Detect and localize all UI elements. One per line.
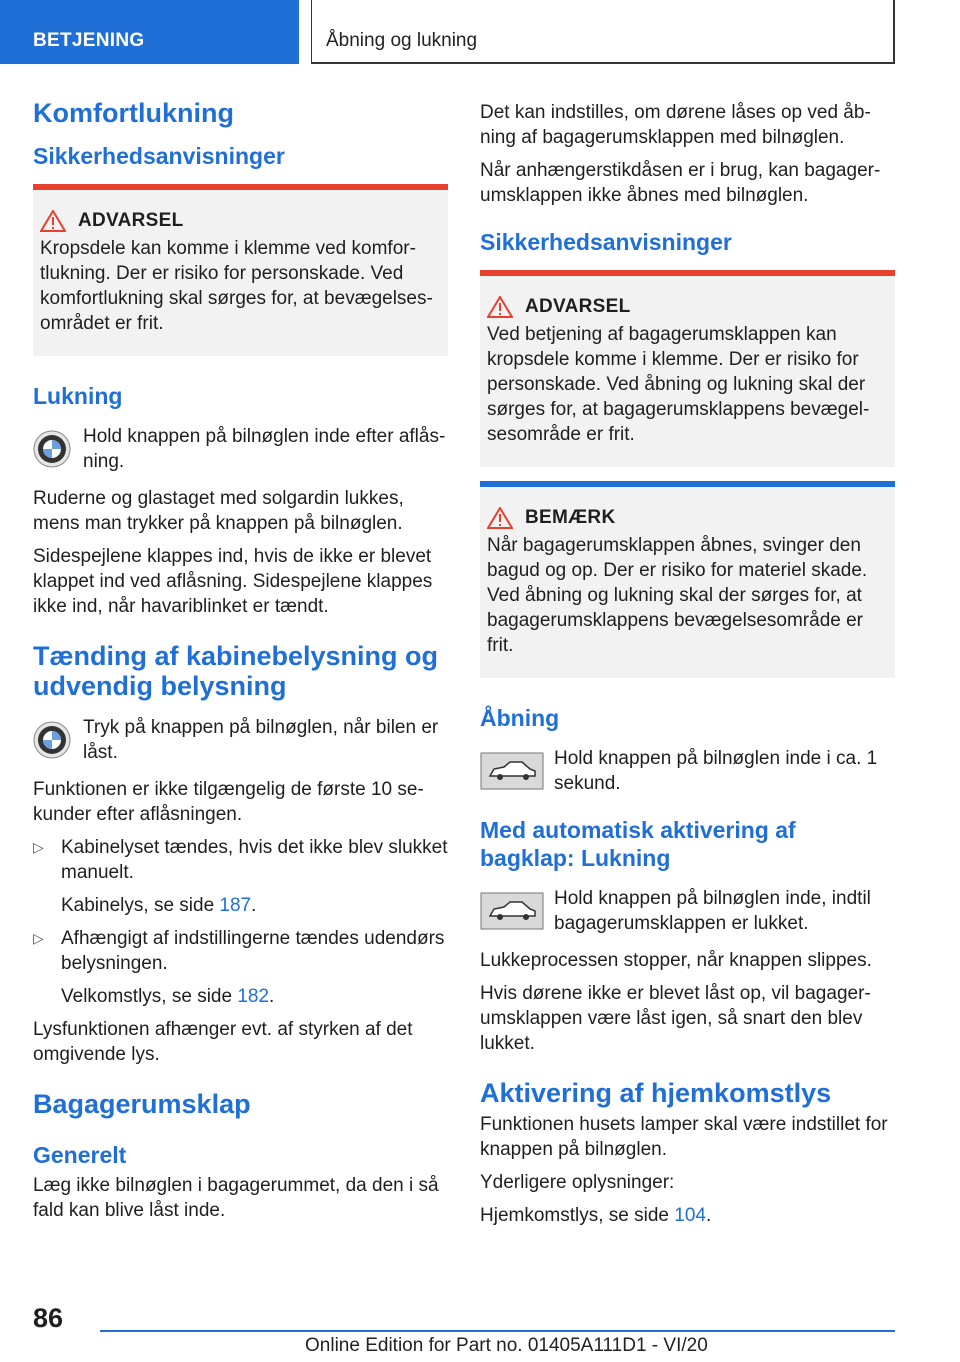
trunk-key-button-icon [480, 752, 544, 790]
triangle-bullet-icon: ▷ [33, 839, 44, 855]
warning-triangle-icon [40, 210, 66, 232]
header-section-label: BETJENING [33, 30, 145, 51]
cross-reference: Kabinelys, se side 187. [61, 895, 257, 916]
footer-divider [100, 1330, 895, 1332]
heading-homecoming: Aktivering af hjemkomstlys [480, 1078, 832, 1108]
instruction-text: Hold knappen på bilnøglen inde i ca. 1 sekund. [554, 748, 878, 794]
key-instruction-auto [480, 886, 895, 936]
paragraph: Yderligere oplysninger: [480, 1172, 675, 1193]
heading-safety-2: Sikkerhedsanvisninger [480, 229, 732, 255]
paragraph: Det kan indstilles, om dørene låses op ved åbning af bagagerumsklappen med bilnøglen. [480, 102, 871, 148]
header-section-tab [0, 0, 299, 64]
heading-lukning: Lukning [33, 383, 123, 409]
paragraph: Funktionen er ikke tilgængelig de første 10 sekunder efter aflåsningen. [33, 779, 424, 825]
key-instruction-open [480, 746, 895, 796]
cross-reference: Velkomstlys, se side 182. [61, 986, 275, 1007]
note-text: Når bagagerumsklappen åbnes, svinger den bagud og op. Der er risiko for materiel skade. Ved åbning og lukning skal der sørges for, at bagagerumsklappens bevægelsesområde er frit. [487, 535, 868, 656]
footer-edition: Online Edition for Part no. 01405A111D1 - VI/20 [305, 1335, 708, 1356]
list-item: ▷ Afhængigt af indstillingerne tændes udendørs belysningen. [33, 928, 445, 974]
instruction-text: Hold knappen på bilnøglen inde, indtil bagagerumsklappen er lukket. [554, 888, 871, 934]
paragraph: Sidespejlene klappes ind, hvis de ikke er blevet klappet ind ved aflåsning. Sidespejlene klappes ikke ind, når havariblinket er tændt. [33, 546, 433, 617]
heading-safety-1: Sikkerhedsanvisninger [33, 143, 285, 169]
key-instruction-lukning [33, 424, 448, 474]
heading-auto-close: Med automatisk aktivering af bagklap: Lukning [480, 817, 796, 871]
note-box [480, 481, 895, 678]
right-column [480, 100, 895, 1236]
notice-triangle-icon [487, 507, 513, 529]
paragraph: Læg ikke bilnøglen i bagagerummet, da den i så fald kan blive låst inde. [33, 1175, 439, 1221]
heading-aabning: Åbning [480, 705, 560, 731]
warning-box-2 [480, 270, 895, 467]
paragraph: Lysfunktionen afhænger evt. af styrken af det omgivende lys. [33, 1019, 413, 1065]
key-instruction-lighting [33, 715, 448, 765]
page-link-104[interactable]: 104 [674, 1205, 706, 1226]
paragraph: Funktionen husets lamper skal være indstillet for knappen på bilnøglen. [480, 1114, 888, 1160]
heading-generelt: Generelt [33, 1142, 127, 1168]
instruction-text: Hold knappen på bilnøglen inde efter aflåsning. [83, 426, 446, 472]
heading-komfortlukning: Komfortlukning [33, 98, 234, 128]
cross-reference: Hjemkomstlys, se side 104. [480, 1205, 712, 1226]
warning-box-1 [33, 184, 448, 356]
page-number: 86 [33, 1303, 64, 1333]
paragraph: Lukkeprocessen stopper, når knappen slippes. [480, 950, 872, 971]
list-item: ▷ Kabinelyset tændes, hvis det ikke blev slukket manuelt. [33, 837, 448, 883]
triangle-bullet-icon: ▷ [33, 930, 44, 946]
paragraph: Hvis dørene ikke er blevet låst op, vil bagagerumsklappen være låst igen, så snart den blev lukket. [480, 983, 871, 1054]
warning-text: Ved betjening af bagagerumsklappen kan kropsdele komme i klemme. Der er risiko for personskade. Ved åbning og lukning skal der sørges for, at bagagerumsklappens bevægelsesområde er frit. [487, 324, 870, 445]
trunk-key-button-icon [480, 892, 544, 930]
paragraph: Når anhængerstikdåsen er i brug, kan bagagerumsklappen ikke åbnes med bilnøglen. [480, 160, 881, 206]
warning-triangle-icon [487, 296, 513, 318]
warning-text: Kropsdele kan komme i klemme ved komfortlukning. Der er risiko for personskade. Ved komfortlukning skal sørges for, at bevægelsesområdet er frit. [40, 238, 433, 334]
instruction-text: Tryk på knappen på bilnøglen, når bilen er låst. [83, 717, 439, 763]
bmw-key-button-icon [33, 721, 71, 759]
header-chapter-box [311, 0, 895, 64]
heading-lighting: Tænding af kabinebelysning og udvendig belysning [33, 641, 439, 701]
paragraph: Ruderne og glastaget med solgardin lukkes, mens man trykker på knappen på bilnøglen. [33, 488, 404, 534]
left-column [33, 98, 448, 1231]
note-title: BEMÆRK [525, 507, 616, 528]
heading-bagagerumsklap: Bagagerumsklap [33, 1089, 251, 1119]
page-link-182[interactable]: 182 [237, 986, 270, 1007]
warning-title: ADVARSEL [78, 210, 184, 231]
header-chapter-label: Åbning og lukning [326, 30, 478, 51]
warning-title: ADVARSEL [525, 296, 631, 317]
bmw-key-button-icon [33, 430, 71, 468]
page-link-187[interactable]: 187 [219, 895, 252, 916]
